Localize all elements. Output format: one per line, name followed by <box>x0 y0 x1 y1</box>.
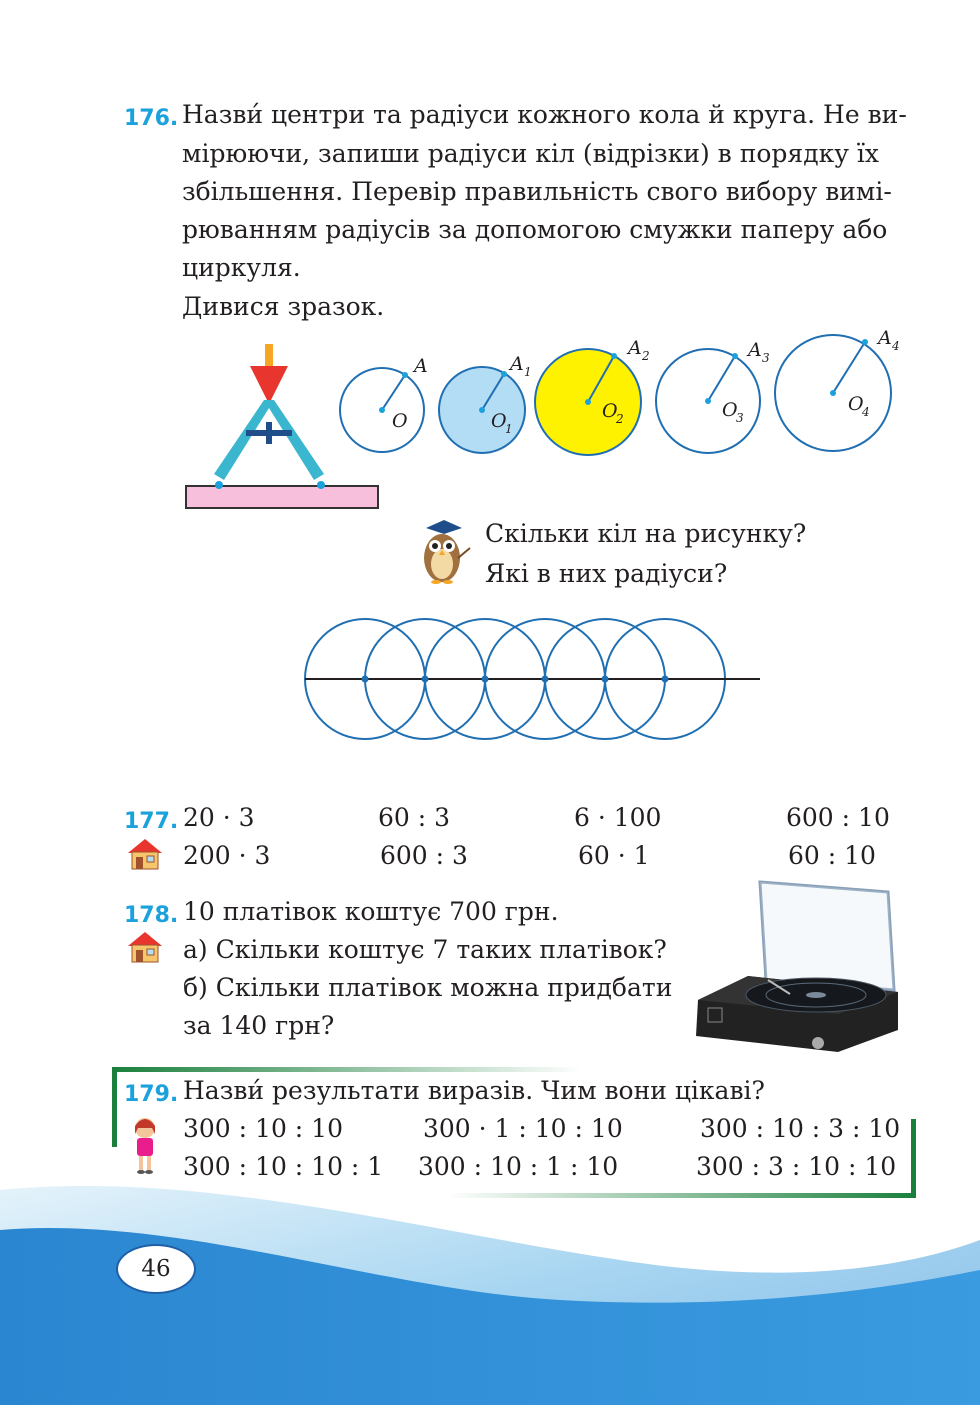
record-player-image <box>688 880 908 1060</box>
circle-o <box>340 368 424 452</box>
task-178-line-2: а) Скільки коштує 7 таких платівок? <box>183 935 667 964</box>
label-o3-sub: 3 <box>736 411 744 425</box>
task-179-title: Назви́ результати виразів. Чим вони цікаві? <box>183 1076 765 1105</box>
task-178-number: 178. <box>124 903 179 928</box>
task-176-line-3: збільшення. Перевір правильність свого вибору вимі- <box>182 177 892 206</box>
page-number: 46 <box>116 1244 196 1294</box>
house-icon <box>126 930 164 964</box>
label-a2-sub: 2 <box>642 349 650 363</box>
owl-teacher-icon <box>412 518 472 588</box>
owl-question-1: Скільки кіл на рисунку? <box>485 519 807 548</box>
task-176-number: 176. <box>124 106 179 131</box>
house-icon <box>126 837 164 871</box>
task-179-number: 179. <box>124 1082 179 1107</box>
expr-179-r1c1: 300 : 10 : 10 <box>183 1114 343 1143</box>
expr-177-r1c1: 20 · 3 <box>183 803 255 832</box>
expr-177-r2c3: 60 · 1 <box>578 841 650 870</box>
expr-179-r2c1: 300 : 10 : 10 : 1 <box>183 1152 384 1181</box>
label-a2: A <box>628 337 642 359</box>
sample-circles <box>330 327 930 460</box>
circle-o2 <box>535 349 641 455</box>
expr-177-r2c1: 200 · 3 <box>183 841 271 870</box>
circle-o3 <box>656 349 760 453</box>
expr-179-r2c3: 300 : 3 : 10 : 10 <box>696 1152 897 1181</box>
label-a1-sub: 1 <box>524 365 532 379</box>
owl-question-2: Які в них радіуси? <box>485 559 728 588</box>
label-a3: A <box>748 339 762 361</box>
task-176-line-4: рюванням радіусів за допомогою смужки паперу або <box>182 215 888 244</box>
circle-o4 <box>775 335 891 451</box>
task-177-number: 177. <box>124 809 179 834</box>
label-o4-sub: 4 <box>862 405 870 419</box>
label-o2: O <box>602 400 618 422</box>
label-o4: O <box>848 393 864 415</box>
task-176-line-1: Назви́ центри та радіуси кожного кола й круга. Не ви- <box>182 100 907 129</box>
expr-179-r2c2: 300 : 10 : 1 : 10 <box>418 1152 619 1181</box>
label-o1-sub: 1 <box>505 422 513 436</box>
label-a1: A <box>510 353 524 375</box>
label-a: A <box>414 355 428 377</box>
circle-o1 <box>439 367 525 453</box>
label-o2-sub: 2 <box>616 412 624 426</box>
circle-chain-figure <box>300 615 780 745</box>
expr-177-r2c4: 60 : 10 <box>788 841 876 870</box>
label-o3: O <box>722 399 738 421</box>
girl-icon <box>128 1116 162 1176</box>
expr-179-r1c2: 300 · 1 : 10 : 10 <box>423 1114 623 1143</box>
label-o: O <box>392 410 408 432</box>
label-o1: O <box>491 410 507 432</box>
task-176-line-5: циркуля. <box>182 253 301 282</box>
label-a4-sub: 4 <box>892 339 900 353</box>
task-178-line-4: за 140 грн? <box>183 1011 335 1040</box>
task-176-line-6: Дивися зразок. <box>182 292 385 321</box>
label-a4: A <box>878 327 892 349</box>
expr-177-r2c2: 600 : 3 <box>380 841 468 870</box>
task-178-line-3: б) Скільки платівок можна придбати <box>183 973 673 1002</box>
expr-177-r1c4: 600 : 10 <box>786 803 890 832</box>
expr-177-r1c3: 6 · 100 <box>574 803 662 832</box>
expr-179-r1c3: 300 : 10 : 3 : 10 <box>700 1114 901 1143</box>
label-a3-sub: 3 <box>762 351 770 365</box>
expr-177-r1c2: 60 : 3 <box>378 803 451 832</box>
task-176-line-2: мірюючи, запиши радіуси кіл (відрізки) в порядку їх <box>182 139 879 168</box>
task-178-line-1: 10 платівок коштує 700 грн. <box>183 897 559 926</box>
